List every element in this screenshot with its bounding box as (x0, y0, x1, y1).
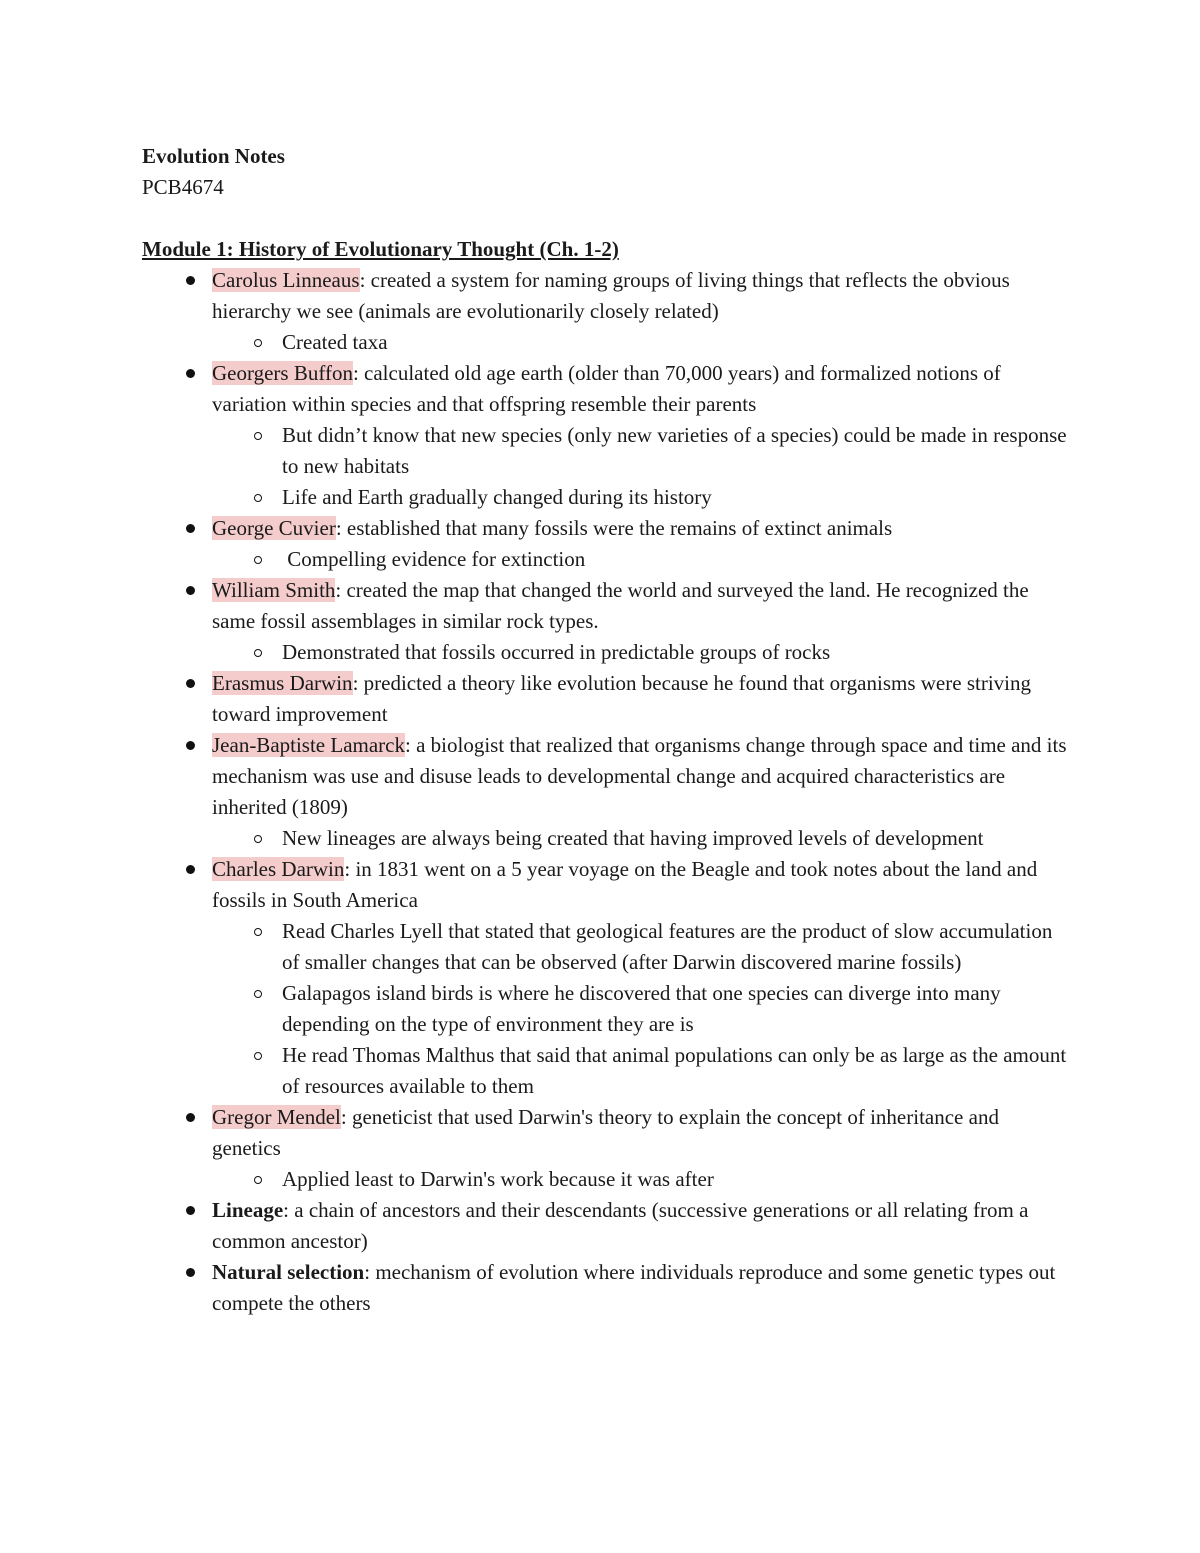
hollow-circle-bullet-icon (254, 1176, 262, 1184)
sub-note-list (212, 420, 1072, 513)
note-definition: : geneticist that used Darwin's theory to explain the concept of inheritance and genetics (212, 1105, 999, 1160)
filled-circle-bullet-icon (186, 1268, 195, 1277)
bullet-icon (180, 1102, 200, 1133)
note-term: Georgers Buffon (212, 361, 353, 385)
note-definition: : created a system for naming groups of living things that reflects the obvious hierarchy we see (animals are evolutionarily closely related) (212, 268, 1010, 323)
sub-note-item (212, 482, 1072, 513)
note-term: Erasmus Darwin (212, 671, 353, 695)
note-item (142, 668, 1072, 730)
note-definition: : mechanism of evolution where individuals reproduce and some genetic types out compete the others (212, 1260, 1056, 1315)
filled-circle-bullet-icon (186, 369, 195, 378)
sub-note-text: Demonstrated that fossils occurred in predictable groups of rocks (282, 640, 831, 664)
bullet-icon (180, 265, 200, 296)
hollow-circle-bullet-icon (254, 494, 262, 502)
bullet-icon (180, 730, 200, 761)
sub-note-list (212, 823, 1072, 854)
bullet-icon (180, 1195, 200, 1226)
note-definition: : in 1831 went on a 5 year voyage on the Beagle and took notes about the land and fossils in South America (212, 857, 1038, 912)
sub-bullet-icon (248, 916, 268, 947)
hollow-circle-bullet-icon (254, 649, 262, 657)
sub-note-text: He read Thomas Malthus that said that animal populations can only be as large as the amount of resources available to them (282, 1043, 1072, 1098)
hollow-circle-bullet-icon (254, 1052, 262, 1060)
sub-note-item (212, 544, 1072, 575)
note-definition: : created the map that changed the world and surveyed the land. He recognized the same fossil assemblages in similar rock types. (212, 578, 1029, 633)
bullet-icon (180, 575, 200, 606)
note-item (142, 358, 1072, 513)
sub-note-text: New lineages are always being created that having improved levels of development (282, 826, 984, 850)
sub-note-list (212, 637, 1072, 668)
hollow-circle-bullet-icon (254, 556, 262, 564)
sub-bullet-icon (248, 420, 268, 451)
sub-bullet-icon (248, 544, 268, 575)
sub-note-list (212, 916, 1072, 1102)
sub-note-item (212, 823, 1072, 854)
sub-bullet-icon (248, 637, 268, 668)
course-code: PCB4674 (142, 175, 224, 199)
sub-note-item (212, 1040, 1072, 1102)
sub-bullet-icon (248, 978, 268, 1009)
sub-note-item (212, 1164, 1072, 1195)
sub-note-item (212, 916, 1072, 978)
filled-circle-bullet-icon (186, 276, 195, 285)
note-term: Gregor Mendel (212, 1105, 341, 1129)
notes-list (142, 265, 1072, 1319)
bullet-icon (180, 854, 200, 885)
bullet-icon (180, 513, 200, 544)
sub-note-list (212, 327, 1072, 358)
hollow-circle-bullet-icon (254, 990, 262, 998)
hollow-circle-bullet-icon (254, 928, 262, 936)
note-term: George Cuvier (212, 516, 336, 540)
filled-circle-bullet-icon (186, 1113, 195, 1122)
bullet-icon (180, 668, 200, 699)
sub-note-text: But didn’t know that new species (only new varieties of a species) could be made in response to new habitats (282, 423, 1072, 478)
note-term: Carolus Linneaus (212, 268, 360, 292)
filled-circle-bullet-icon (186, 586, 195, 595)
note-term: Jean-Baptiste Lamarck (212, 733, 405, 757)
sub-bullet-icon (248, 823, 268, 854)
filled-circle-bullet-icon (186, 865, 195, 874)
note-item (142, 854, 1072, 1102)
note-item (142, 513, 1072, 575)
note-definition: : established that many fossils were the remains of extinct animals (335, 516, 893, 540)
sub-note-text: Life and Earth gradually changed during its history (282, 485, 712, 509)
note-definition: : a biologist that realized that organisms change through space and time and its mechanism was use and disuse leads to developmental change and acquired characteristics are inherited (1809) (212, 733, 1067, 819)
note-term: William Smith (212, 578, 336, 602)
bullet-icon (180, 1257, 200, 1288)
filled-circle-bullet-icon (186, 741, 195, 750)
note-item (142, 730, 1072, 854)
hollow-circle-bullet-icon (254, 432, 262, 440)
sub-note-text: Created taxa (282, 330, 388, 354)
note-term: Lineage (212, 1198, 284, 1222)
filled-circle-bullet-icon (186, 679, 195, 688)
blank-line (142, 203, 1072, 234)
sub-note-text: Galapagos island birds is where he discovered that one species can diverge into many depending on the type of environment they are is (282, 981, 1006, 1036)
note-item (142, 575, 1072, 668)
sub-bullet-icon (248, 327, 268, 358)
hollow-circle-bullet-icon (254, 339, 262, 347)
sub-note-item (212, 637, 1072, 668)
note-term: Charles Darwin (212, 857, 345, 881)
note-item (142, 265, 1072, 358)
filled-circle-bullet-icon (186, 1206, 195, 1215)
sub-bullet-icon (248, 1040, 268, 1071)
bullet-icon (180, 358, 200, 389)
document-title: Evolution Notes (142, 144, 285, 168)
note-definition: : calculated old age earth (older than 70,000 years) and formalized notions of variation within species and that offspring resemble their parents (212, 361, 1001, 416)
module-heading: Module 1: History of Evolutionary Thought (Ch. 1-2) (142, 237, 619, 261)
sub-note-list (212, 1164, 1072, 1195)
sub-bullet-icon (248, 482, 268, 513)
note-definition: : a chain of ancestors and their descendants (successive generations or all relating from a common ancestor) (212, 1198, 1029, 1253)
sub-note-list (212, 544, 1072, 575)
note-item (142, 1257, 1072, 1319)
note-definition: : predicted a theory like evolution because he found that organisms were striving toward improvement (212, 671, 1031, 726)
sub-note-item (212, 420, 1072, 482)
sub-note-text: Read Charles Lyell that stated that geological features are the product of slow accumulation of smaller changes that can be observed (after Darwin discovered marine fossils) (282, 919, 1058, 974)
sub-note-item (212, 978, 1072, 1040)
sub-note-text: Compelling evidence for extinction (282, 547, 586, 571)
note-item (142, 1102, 1072, 1195)
sub-note-text: Applied least to Darwin's work because it was after (282, 1167, 714, 1191)
filled-circle-bullet-icon (186, 524, 195, 533)
sub-bullet-icon (248, 1164, 268, 1195)
hollow-circle-bullet-icon (254, 835, 262, 843)
note-item (142, 1195, 1072, 1257)
sub-note-item (212, 327, 1072, 358)
document-page (142, 141, 1072, 1319)
note-term: Natural selection (212, 1260, 365, 1284)
